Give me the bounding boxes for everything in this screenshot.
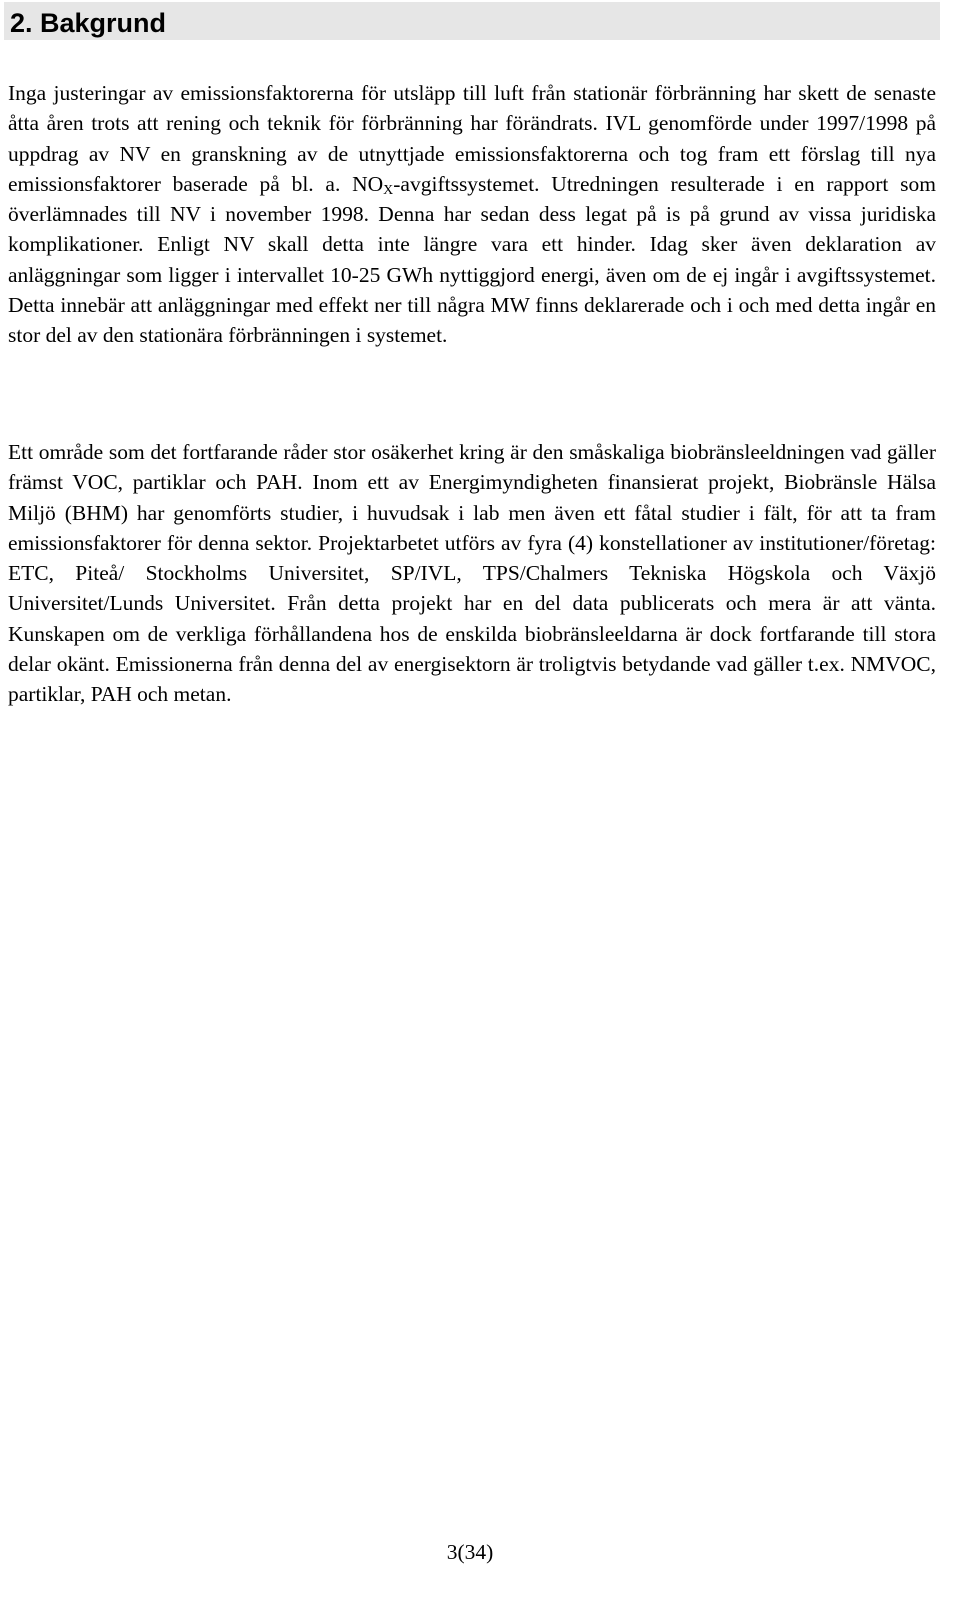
section-heading: 2. Bakgrund [10,8,167,38]
paragraph-1 [8,78,936,351]
paragraph-2: Ett område som det fortfarande råder stor osäkerhet kring är den småskaliga biobränsleeldningen vad gäller främst VOC, partiklar och PAH. Inom ett av Energimyndigheten finansierat projekt, Biobränsle Hälsa Miljö (BHM) har genomförts studier, i huvudsak i lab men även ett fåtal studier i fält, för att ta fram emissionsfaktorer för denna sektor. Projektarbetet utförs av fyra (4) konstellationer av institutioner/företag: ETC, Piteå/ Stockholms Universitet, SP/IVL, TPS/Chalmers Tekniska Högskola och Växjö Universitet/Lunds Universitet. Från detta projekt har en del data publicerats och mera är att vänta. Kunskapen om de verkliga förhållandena hos de enskilda biobränsleeldarna är dock fortfarande till stora delar okänt. Emissionerna från denna del av energisektorn är troligtvis betydande vad gäller t.ex. NMVOC, partiklar, PAH och metan. [8,440,936,707]
paragraph-1-rest: -avgiftssystemet. Utredningen resulterade i en rapport som överlämnades till NV i november 1998. Denna har sedan dess legat på is på grund av vissa juridiska komplikationer. Enligt NV skall detta inte längre vara ett hinder. Idag sker även deklaration av anläggningar som ligger i intervallet 10-25 GWh nyttiggjord energi, även om de ej ingår i avgiftssystemet. Detta innebär att anläggningar med effekt ner till några MW finns deklarerade och i och med detta ingår en stor del av den stationära förbränningen i systemet. [8,171,936,348]
section-heading-bar [4,2,940,40]
page-number: 3(34) [446,1540,494,1564]
paragraph-1-lead: Inga justeringar av emissionsfaktorerna för utsläpp till luft från stationär förbränning har skett de senaste åtta åren trots att rening och teknik för förbränning har förändrats. IVL genomförde under 1997/1998 på uppdrag av NV en granskning av de utnyttjade emissionsfaktorerna och tog fram ett förslag till nya emissionsfaktorer baserade på bl. a. NO [8,81,936,196]
nox-subscript: X [383,182,394,198]
